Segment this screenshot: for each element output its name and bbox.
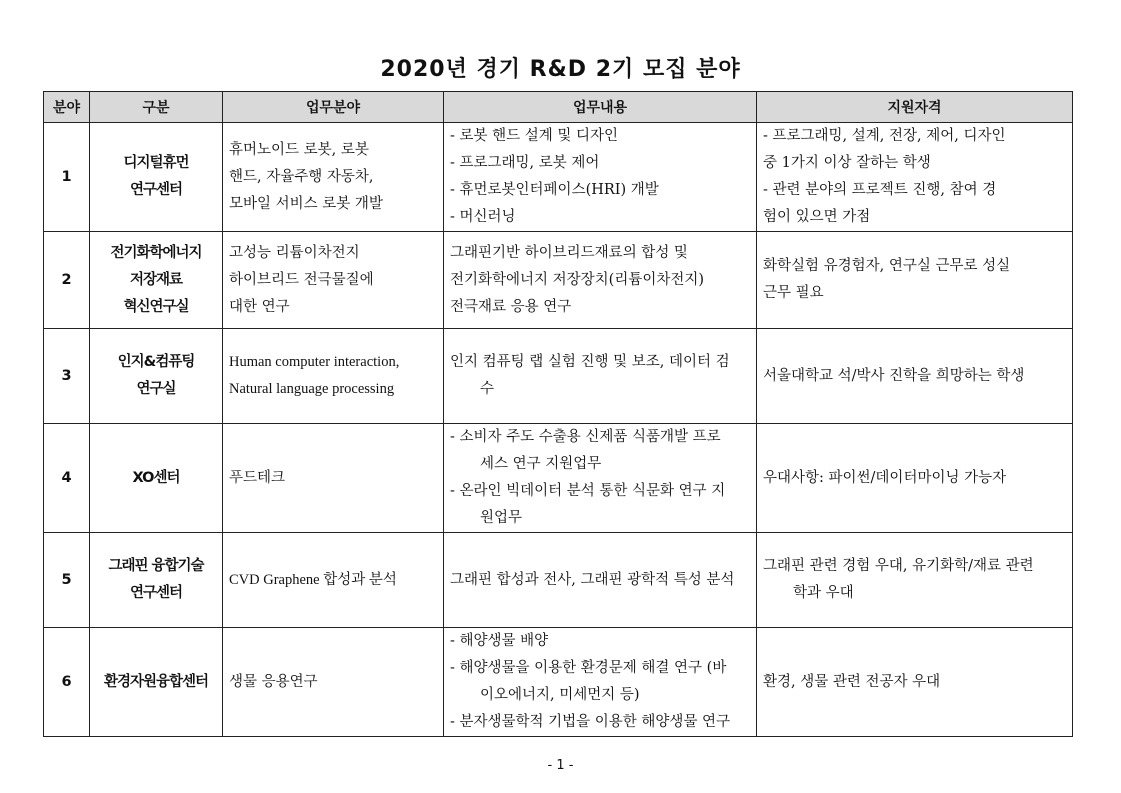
row-qualification <box>757 329 1073 424</box>
row-area <box>223 329 444 424</box>
table-row <box>44 329 1073 424</box>
category-line: 저장재료 <box>129 271 183 288</box>
content-line: 그래핀기반 하이브리드재료의 합성 및 <box>450 244 688 261</box>
row-number: 2 <box>44 232 90 329</box>
row-number: 4 <box>44 424 90 533</box>
area-line: 생물 응용연구 <box>229 673 318 690</box>
row-content <box>444 329 757 424</box>
content-line: - 소비자 주도 수출용 신제품 식품개발 프로 <box>450 429 721 445</box>
area-line: CVD Graphene 합성과 분석 <box>229 571 397 588</box>
row-number: 1 <box>44 123 90 232</box>
row-area <box>223 232 444 329</box>
qual-line: 서울대학교 석/박사 진학을 희망하는 학생 <box>763 367 1025 384</box>
content-line: - 온라인 빅데이터 분석 통한 식문화 연구 지 <box>450 483 726 499</box>
row-category <box>90 329 223 424</box>
recruitment-table <box>43 91 1073 737</box>
content-line: - 휴먼로봇인터페이스(HRI) 개발 <box>450 182 659 198</box>
content-line: - 분자생물학적 기법을 이용한 해양생물 연구 <box>450 714 731 730</box>
content-line: - 머신러닝 <box>450 209 516 225</box>
row-category <box>90 232 223 329</box>
content-line: - 해양생물을 이용한 환경문제 해결 연구 (바 <box>450 660 727 676</box>
row-content <box>444 424 757 533</box>
area-line: 핸드, 자율주행 자동차, <box>229 168 374 185</box>
area-line: 하이브리드 전극물질에 <box>229 271 374 288</box>
row-qualification <box>757 628 1073 737</box>
content-line: - 로봇 핸드 설계 및 디자인 <box>450 128 619 144</box>
page-title: 2020년 경기 R&D 2기 모집 분야 <box>380 57 741 82</box>
row-number: 3 <box>44 329 90 424</box>
row-area <box>223 424 444 533</box>
row-area <box>223 123 444 232</box>
category-line: XO센터 <box>132 469 180 486</box>
table-row <box>44 123 1073 232</box>
header-area: 업무분야 <box>223 92 444 123</box>
category-line: 연구센터 <box>129 585 183 601</box>
content-line: 그래핀 합성과 전사, 그래핀 광학적 특성 분석 <box>450 571 735 588</box>
table-row <box>44 232 1073 329</box>
content-line: 세스 연구 지원업무 <box>480 456 602 472</box>
category-line: 환경자원융합센터 <box>103 673 209 690</box>
row-content <box>444 123 757 232</box>
qual-line: 그래핀 관련 경험 우대, 유기화학/재료 관련 <box>763 558 1034 574</box>
header-qualification: 지원자격 <box>757 92 1073 123</box>
row-category <box>90 424 223 533</box>
area-line: 휴머노이드 로봇, 로봇 <box>229 141 369 158</box>
row-content <box>444 232 757 329</box>
row-qualification <box>757 533 1073 628</box>
content-line: 수 <box>480 381 495 397</box>
area-line: Natural language processing <box>229 381 395 397</box>
qual-line: - 프로그래밍, 설계, 전장, 제어, 디자인 <box>763 128 1006 144</box>
row-qualification <box>757 232 1073 329</box>
row-number: 6 <box>44 628 90 737</box>
row-area <box>223 628 444 737</box>
row-category <box>90 123 223 232</box>
page-number: - 1 - <box>547 758 574 773</box>
qual-line: 환경, 생물 관련 전공자 우대 <box>763 673 941 690</box>
qual-line: 근무 필요 <box>763 285 824 301</box>
area-line: 대한 연구 <box>229 298 290 315</box>
category-line: 혁신연구실 <box>123 298 189 315</box>
row-number: 5 <box>44 533 90 628</box>
table-row <box>44 424 1073 533</box>
qual-line: - 관련 분야의 프로젝트 진행, 참여 경 <box>763 182 997 198</box>
area-line: 푸드테크 <box>229 469 286 486</box>
category-line: 디지털휴먼 <box>123 155 189 171</box>
header-category: 구분 <box>90 92 223 123</box>
row-content <box>444 628 757 737</box>
qual-line: 중 1가지 이상 잘하는 학생 <box>763 155 931 171</box>
qual-line: 화학실험 유경험자, 연구실 근무로 성실 <box>763 258 1011 274</box>
row-area <box>223 533 444 628</box>
row-category <box>90 628 223 737</box>
row-category <box>90 533 223 628</box>
header-field: 분야 <box>44 92 90 123</box>
row-qualification <box>757 123 1073 232</box>
table-header-row <box>44 92 1073 123</box>
qual-line: 우대사항: 파이썬/데이터마이닝 가능자 <box>763 469 1007 486</box>
category-line: 그래핀 융합기술 <box>108 558 204 574</box>
category-line: 연구실 <box>136 381 176 397</box>
row-content <box>444 533 757 628</box>
table-row <box>44 628 1073 737</box>
category-line: 전기화학에너지 <box>110 244 202 261</box>
content-line: 인지 컴퓨팅 랩 실험 진행 및 보조, 데이터 검 <box>450 354 730 370</box>
area-line: Human computer interaction, <box>229 354 400 370</box>
content-line: 이오에너지, 미세먼지 등) <box>480 687 640 703</box>
category-line: 인지&컴퓨팅 <box>117 354 195 370</box>
content-line: 전극재료 응용 연구 <box>450 298 572 315</box>
content-line: 전기화학에너지 저장장치(리튬이차전지) <box>450 271 705 288</box>
row-qualification <box>757 424 1073 533</box>
area-line: 고성능 리튬이차전지 <box>229 244 360 261</box>
qual-line: 험이 있으면 가점 <box>763 209 871 225</box>
content-line: - 프로그래밍, 로봇 제어 <box>450 155 600 171</box>
content-line: - 해양생물 배양 <box>450 633 549 649</box>
category-line: 연구센터 <box>129 182 183 198</box>
area-line: 모바일 서비스 로봇 개발 <box>229 195 383 212</box>
qual-line: 학과 우대 <box>793 585 854 601</box>
table-row <box>44 533 1073 628</box>
content-line: 원업무 <box>480 510 523 526</box>
header-content: 업무내용 <box>444 92 757 123</box>
